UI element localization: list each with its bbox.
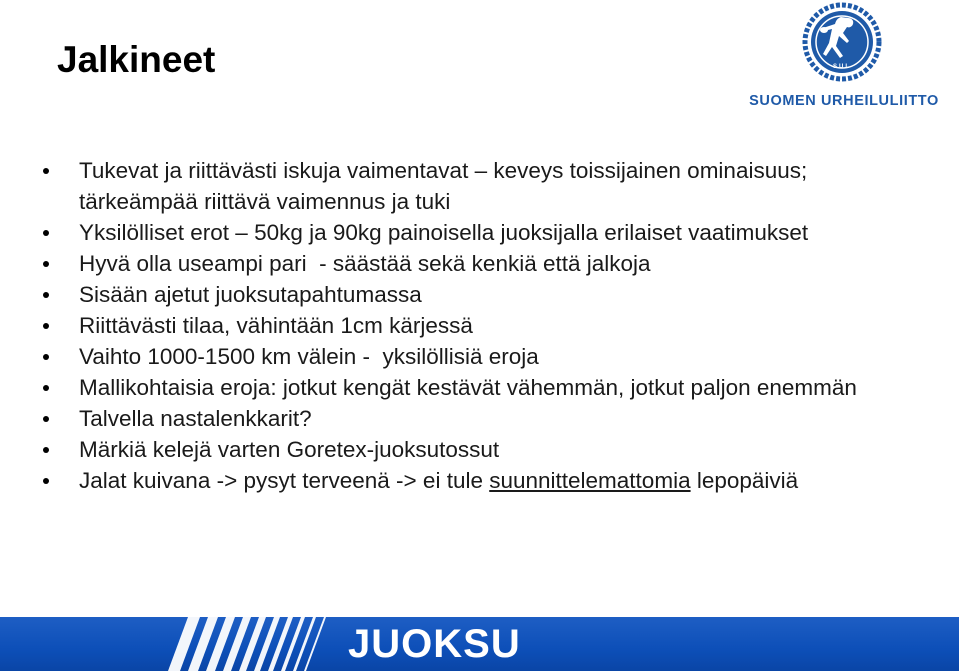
bullet-item (38, 403, 918, 434)
bullet-item (38, 341, 918, 372)
discus-thrower-emblem-icon (802, 0, 882, 90)
bullet-text: Riittävästi tilaa, vähintään 1cm kärjessä (79, 313, 473, 338)
footer-bar (0, 617, 959, 671)
slide-title: Jalkineet (57, 39, 216, 80)
bullet-item (38, 279, 918, 310)
bullet-text: Hyvä olla useampi pari - säästää sekä kenkiä että jalkoja (79, 251, 651, 276)
org-name: SUOMEN URHEILULIITTO (749, 93, 939, 109)
bullet-text: Vaihto 1000-1500 km välein - yksilöllisiä eroja (79, 344, 539, 369)
bullet-item (38, 155, 918, 217)
bullet-item (38, 465, 918, 496)
bullet-icon (43, 230, 49, 236)
bullet-icon (43, 416, 49, 422)
bullet-icon (43, 447, 49, 453)
bullet-item (38, 434, 918, 465)
footer-brand: JUOKSU (348, 622, 521, 666)
bullet-icon (43, 292, 49, 298)
bullet-text: Mallikohtaisia eroja: jotkut kengät kestävät vähemmän, jotkut paljon enemmän (79, 375, 857, 400)
bullet-text: Sisään ajetut juoksutapahtumassa (79, 282, 422, 307)
bullet-item (38, 310, 918, 341)
bullet-text-after: lepopäiviä (690, 468, 799, 493)
suomen-urheiluliitto-logo (734, 0, 954, 114)
bullet-text-underlined: suunnittelemattomia (489, 468, 691, 493)
bullet-item (38, 372, 918, 403)
bullet-item (38, 248, 918, 279)
bullet-text: Talvella nastalenkkarit? (79, 406, 312, 431)
bullet-icon (43, 354, 49, 360)
bullet-icon (43, 323, 49, 329)
bullet-text-before: Jalat kuivana -> pysyt terveenä -> ei tule (79, 468, 490, 493)
speed-stripes-icon (150, 617, 360, 671)
bullet-icon (43, 478, 49, 484)
bullet-icon (43, 385, 49, 391)
bullet-text: Tukevat ja riittävästi iskuja vaimentavat – keveys toissijainen ominaisuus; tärkeämpää riittävä vaimennus ja tuki (79, 158, 808, 214)
bullet-list (38, 155, 918, 496)
seal-text: SUL (833, 64, 851, 70)
bullet-item (38, 217, 918, 248)
bullet-icon (43, 168, 49, 174)
bullet-text: Yksilölliset erot – 50kg ja 90kg painoisella juoksijalla erilaiset vaatimukset (79, 220, 809, 245)
bullet-text: Märkiä kelejä varten Goretex-juoksutossut (79, 437, 500, 462)
bullet-icon (43, 261, 49, 267)
